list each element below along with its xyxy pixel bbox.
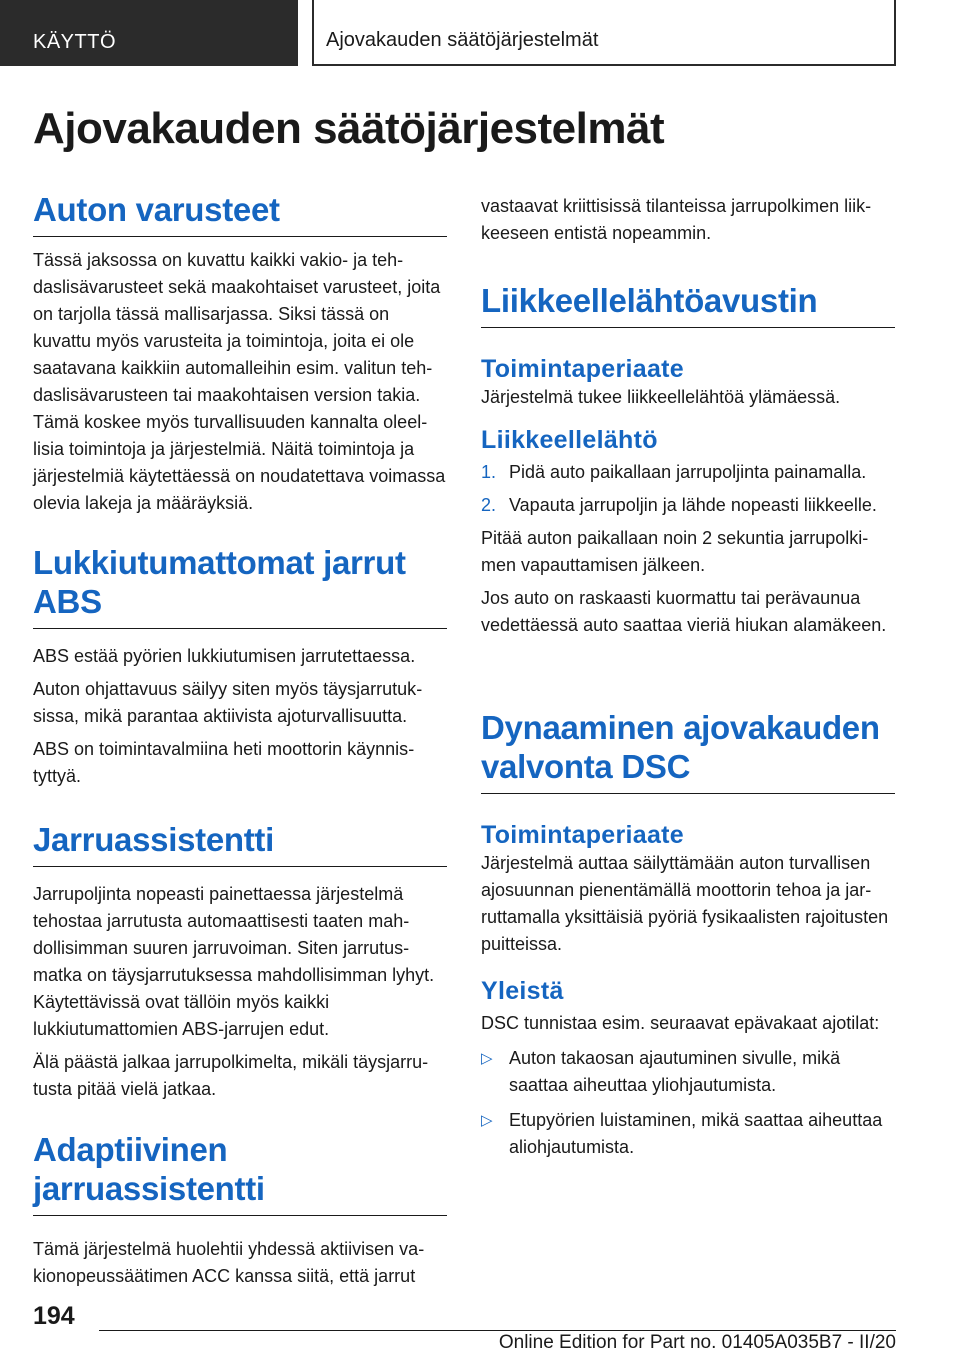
text-abs-2: Auton ohjattavuus säilyy siten myös täysjarrutuksissa, mikä parantaa aktiivista ajoturvallisuutta. [33, 679, 423, 726]
subheading-yleista: Yleistä [481, 977, 564, 1005]
page-header [0, 0, 960, 68]
step-text: Vapauta jarrupoljin ja lähde nopeasti liikkeelle. [509, 495, 877, 515]
bullet-text: Etupyörien luistaminen, mikä saattaa aiheuttaa aliohjautumista. [509, 1110, 883, 1157]
step-number: 1. [481, 462, 497, 482]
heading-liikkeellelahtoavustin: Liikkeellelähtöavustin [481, 281, 895, 328]
section-abs [33, 543, 447, 790]
text-abs-3: ABS on toimintavalmiina heti moottorin käynnistyttyä. [33, 739, 415, 786]
section-tab [0, 0, 298, 66]
text-liikkeellelahto-2: Jos auto on raskaasti kuormattu tai perävaunua vedettäessä auto saattaa vieriä hiukan alamäkeen. [481, 588, 887, 635]
text-jarruassistentti-2: Älä päästä jalkaa jarrupolkimelta, mikäli täysjarrutusta pitää vielä jatkaa. [33, 1052, 429, 1099]
heading-abs: Lukkiutumattomat jarrut ABS [33, 543, 447, 629]
text-adaptiivinen-1: Tämä järjestelmä huolehtii yhdessä aktiivisen vakionopeussäätimen ACC kanssa siitä, että jarrut [33, 1239, 425, 1286]
text-continuation: vastaavat kriittisissä tilanteissa jarrupolkimen liikkeeseen entistä nopeammin. [481, 196, 872, 243]
text-yleista: DSC tunnistaa esim. seuraavat epävakaat ajotilat: [481, 1013, 880, 1033]
list-item [481, 1107, 895, 1161]
footer-divider [99, 1330, 896, 1331]
text-toimintaperiaate-2: Järjestelmä auttaa säilyttämään auton turvallisen ajosuunnan pienentämällä moottorin tehoa ja jarruttamalla yksittäisiä pyöriä fysikaalisten rajoitusten puitteissa. [481, 853, 889, 954]
bullet-text: Auton takaosan ajautuminen sivulle, mikä saattaa aiheuttaa yliohjautumista. [509, 1048, 841, 1095]
text-jarruassistentti-1: Jarrupoljinta nopeasti painettaessa järjestelmä tehostaa jarrutusta automaattisesti taaten mahdollisimman suuren jarruvoiman. Siten jarrutusmatka on täysjarrutuksessa mahdollisimman lyhyt. Käytettävissä ovat tällöin myös kaikki lukkiutumattomien ABS-jarrujen edut. [33, 884, 435, 1039]
breadcrumb-label: Ajovakauden säätöjärjestelmät [326, 29, 599, 51]
edition-note: Online Edition for Part no. 01405A035B7 - II/20 [498, 1332, 896, 1353]
heading-auton-varusteet: Auton varusteet [33, 190, 447, 237]
text-toimintaperiaate-1: Järjestelmä tukee liikkeellelähtöä ylämäessä. [481, 387, 841, 407]
section-adaptiivinen [33, 1130, 447, 1290]
step-number: 2. [481, 495, 497, 515]
breadcrumb-box [314, 0, 894, 64]
heading-jarruassistentti: Jarruassistentti [33, 820, 447, 867]
section-liikkeellelahtoavustin [481, 281, 895, 639]
page-number: 194 [33, 1302, 75, 1330]
steps-list [481, 459, 895, 519]
section-label: KÄYTTÖ [33, 31, 117, 53]
page-title: Ajovakauden säätöjärjestelmät [33, 104, 665, 153]
heading-dsc: Dynaaminen ajovakauden valvonta DSC [481, 708, 895, 794]
breadcrumb [312, 0, 896, 66]
section-jarruassistentti [33, 820, 447, 1103]
list-item [481, 492, 895, 519]
step-text: Pidä auto paikallaan jarrupoljinta painamalla. [509, 462, 867, 482]
subheading-liikkeellelahto: Liikkeellelähtö [481, 426, 658, 454]
text-abs-1: ABS estää pyörien lukkiutumisen jarrutettaessa. [33, 646, 416, 666]
text-liikkeellelahto-1: Pitää auton paikallaan noin 2 sekuntia jarrupolkimen vapauttamisen jälkeen. [481, 528, 869, 575]
triangle-bullet-icon: ▷ [481, 1112, 493, 1129]
subheading-toimintaperiaate-1: Toimintaperiaate [481, 355, 684, 383]
section-dsc [481, 708, 895, 1161]
list-item [481, 459, 895, 486]
section-auton-varusteet [33, 190, 447, 517]
list-item [481, 1045, 895, 1099]
subheading-toimintaperiaate-2: Toimintaperiaate [481, 821, 684, 849]
triangle-bullet-icon: ▷ [481, 1050, 493, 1067]
text-auton-varusteet: Tässä jaksossa on kuvattu kaikki vakio- ja tehdaslisävarusteet sekä maakohtaiset varusteet, joita on tarjolla tässä mallisarjassa. Siksi tässä on kuvattu myös varusteita ja toimintoja, joita ei ole saatavana kaikkiin automalleihin esim. valitun tehdaslisävarusteen tai maakohtaisen version takia. Tämä koskee myös turvallisuuden kannalta oleellisia toimintoja ja järjestelmiä. Näitä toimintoja ja järjestelmiä käytettäessä on noudatettava voimassa olevia lakeja ja määräyksiä. [33, 250, 446, 513]
bullet-list [481, 1045, 895, 1161]
continuation-block [481, 193, 895, 247]
heading-adaptiivinen: Adaptiivinen jarruassistentti [33, 1130, 447, 1216]
